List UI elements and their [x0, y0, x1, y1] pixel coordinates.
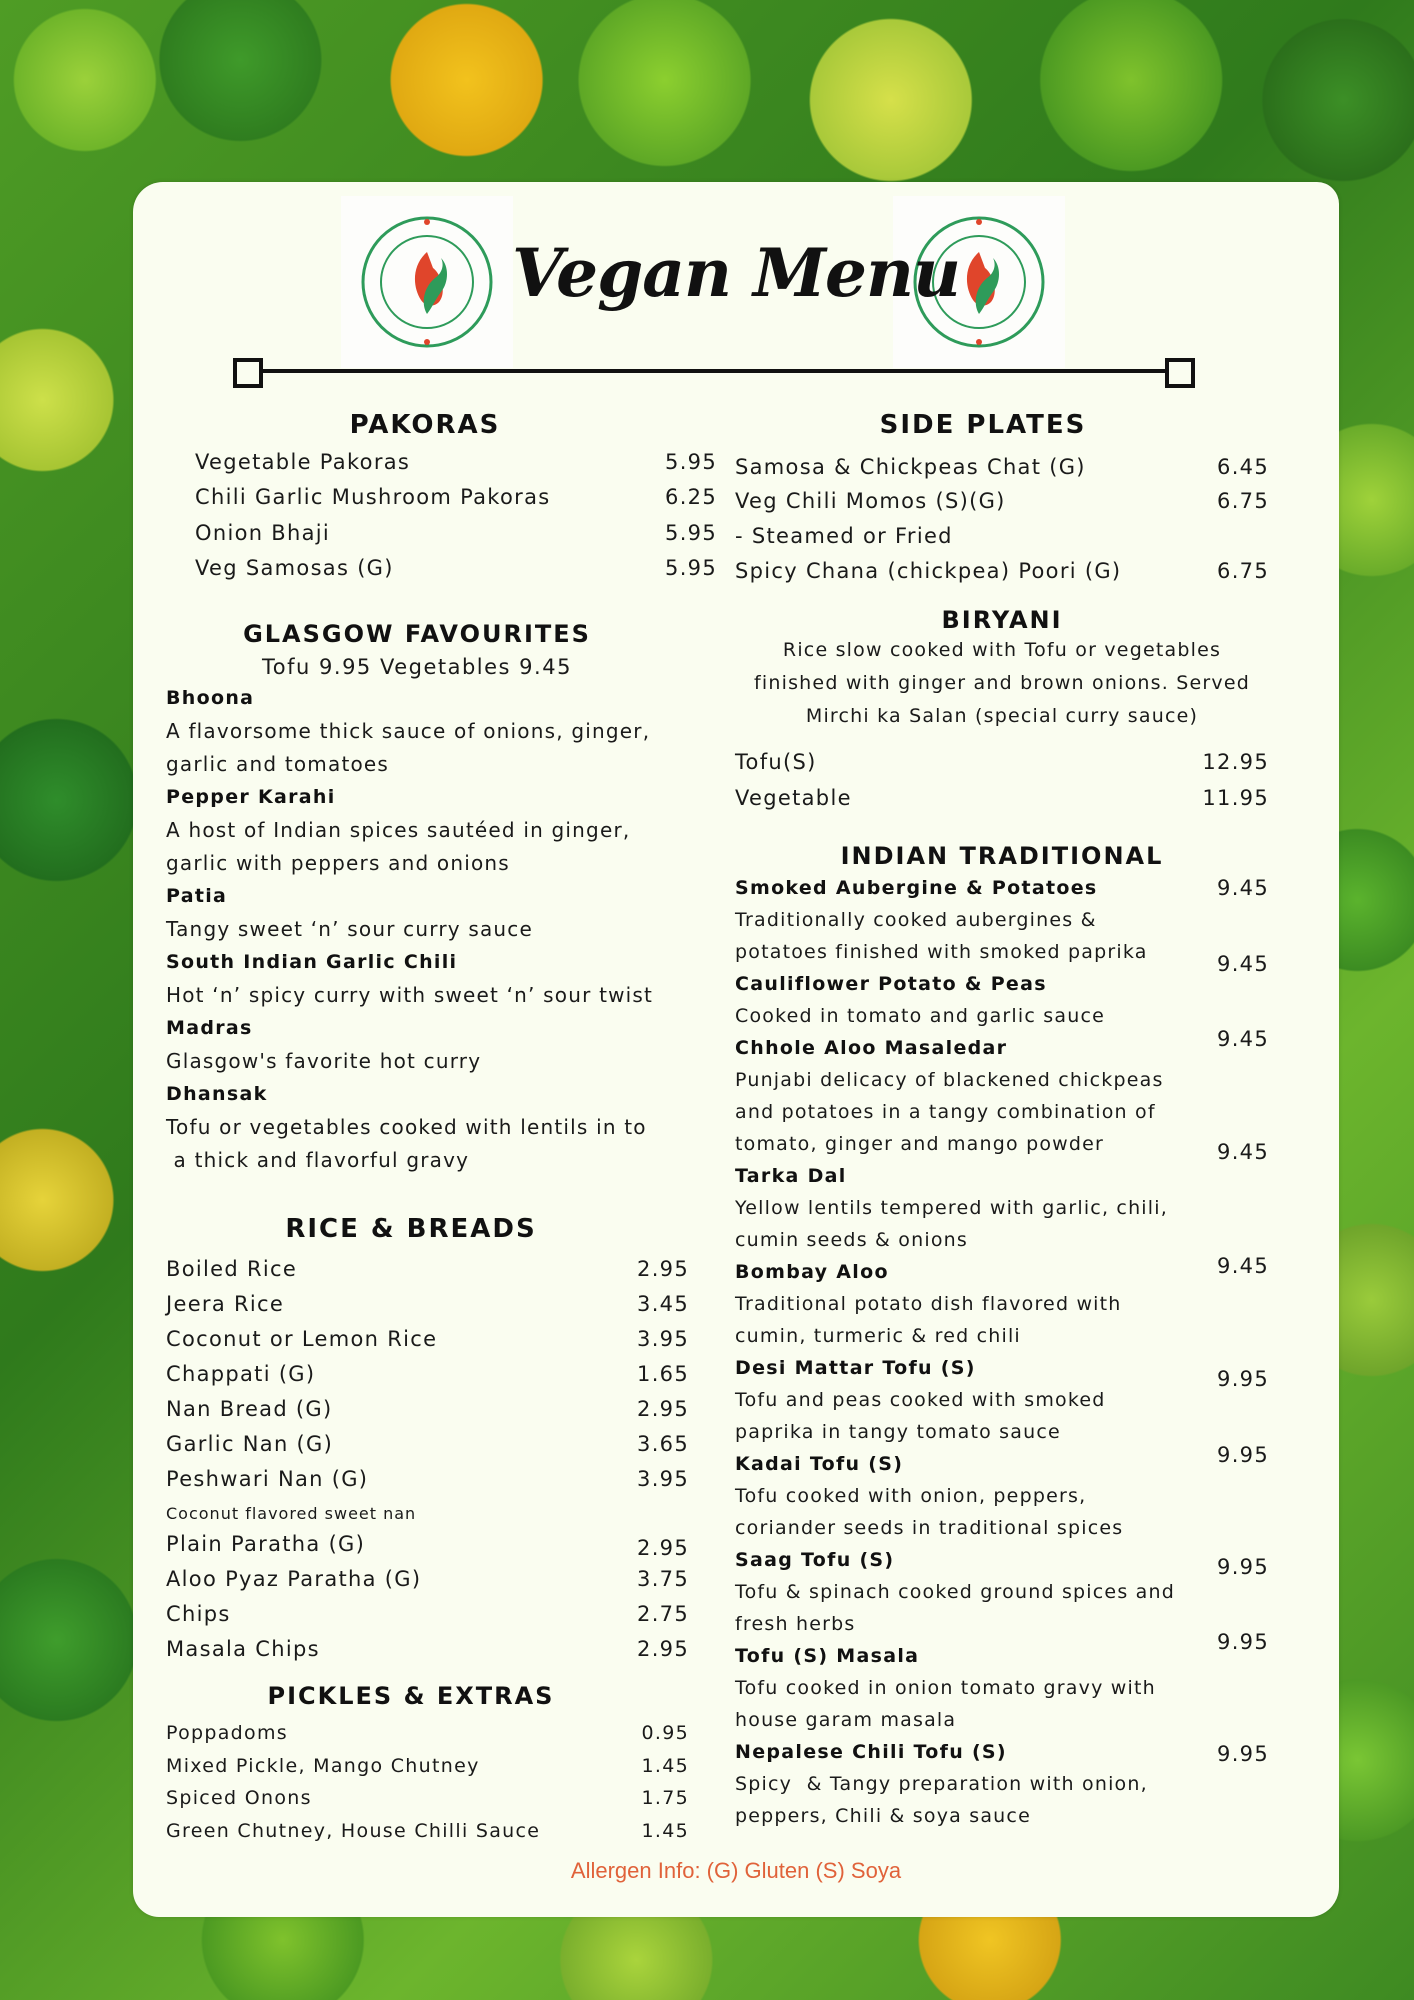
- glasgow-items: Bhoona A flavorsome thick sauce of onions, ginger, garlic and tomatoes Pepper Karahi A host of Indian spices sautéed in ginger, garlic with peppers and onions Patia Tangy sweet ‘n’ sour curry sauce South Indian Garlic Chili Hot ‘n’ spicy curry with sweet ‘n’ sour twist Madras Glasgow's favorite hot curry Dhansak Tofu or vegetables cooked with lentils in to a thick and flavorful gravy: [166, 687, 654, 1172]
- menu-item: Samosa & Chickpeas Chat (G) 6.45: [735, 455, 1269, 479]
- menu-item: Spicy Chana (chickpea) Poori (G) 6.75: [735, 559, 1269, 583]
- menu-item: Mixed Pickle, Mango Chutney 1.45: [166, 1755, 689, 1777]
- item-price: 9.45: [1217, 1254, 1269, 1278]
- rice-heading: RICE & BREADS: [285, 1214, 537, 1244]
- traditional-items: Smoked Aubergine & Potatoes Traditionally cooked aubergines & potatoes finished with smoked paprika Cauliflower Potato & Peas Cooked in tomato and garlic sauce Chhole Aloo Masaledar Punjabi delicacy of blackened chickpeas and potatoes in a tangy combination of tomato, ginger and mango powder Tarka Dal Yellow lentils tempered with garlic, chili, cumin seeds & onions Bombay Aloo Traditional potato dish flavored with cumin, turmeric & red chili Desi Mattar Tofu (S) Tofu and peas cooked with smoked paprika in tangy tomato sauce Kadai Tofu (S) Tofu cooked with onion, peppers, coriander seeds in traditional spices Saag Tofu (S) Tofu & spinach cooked ground spices and fresh herbs Tofu (S) Masala Tofu cooked in onion tomato gravy with house garam masala Nepalese Chili Tofu (S) Spicy & Tangy preparation with onion, peppers, Chili & soya sauce: [735, 877, 1176, 1827]
- glasgow-subheading: Tofu 9.95 Vegetables 9.45: [262, 655, 572, 679]
- menu-title: Vegan Menu: [511, 234, 961, 312]
- menu-card: [133, 182, 1339, 1917]
- item-price: 9.95: [1217, 1630, 1269, 1654]
- item-price: 9.45: [1217, 1027, 1269, 1051]
- item-price: 9.95: [1217, 1742, 1269, 1766]
- item-price: 9.95: [1217, 1367, 1269, 1391]
- biryani-description: Rice slow cooked with Tofu or vegetables finished with ginger and brown onions. Served Mirchi ka Salan (special curry sauce): [754, 639, 1250, 727]
- menu-item: Aloo Pyaz Paratha (G) 3.75: [166, 1567, 689, 1591]
- item-price: 9.45: [1217, 876, 1269, 900]
- menu-item: Garlic Nan (G) 3.65: [166, 1432, 689, 1456]
- menu-item: Chappati (G) 1.65: [166, 1362, 689, 1386]
- item-price: 9.45: [1217, 1140, 1269, 1164]
- title-divider: [233, 357, 1195, 387]
- menu-item: Chili Garlic Mushroom Pakoras 6.25: [195, 485, 717, 509]
- glasgow-heading: GLASGOW FAVOURITES: [243, 620, 591, 648]
- menu-item: Onion Bhaji 5.95: [195, 521, 717, 545]
- menu-item: Vegetable 11.95: [735, 786, 1269, 810]
- item-price: 9.45: [1217, 952, 1269, 976]
- menu-item: Coconut or Lemon Rice 3.95: [166, 1327, 689, 1351]
- menu-item: Masala Chips 2.95: [166, 1637, 689, 1661]
- item-note: Coconut flavored sweet nan: [166, 1504, 417, 1523]
- menu-item: Poppadoms 0.95: [166, 1722, 689, 1744]
- menu-item: Spiced Onons 1.75: [166, 1787, 689, 1809]
- menu-item: Plain Paratha (G) 2.95: [166, 1532, 689, 1560]
- menu-item: Green Chutney, House Chilli Sauce 1.45: [166, 1820, 689, 1842]
- menu-item: Nan Bread (G) 2.95: [166, 1397, 689, 1421]
- menu-item: Vegetable Pakoras 5.95: [195, 450, 717, 474]
- menu-item: Veg Samosas (G) 5.95: [195, 556, 717, 580]
- indian-traditional-heading: INDIAN TRADITIONAL: [840, 842, 1164, 870]
- pakoras-heading: PAKORAS: [349, 410, 501, 440]
- pickles-heading: PICKLES & EXTRAS: [267, 1682, 555, 1710]
- menu-item: Tofu(S) 12.95: [735, 750, 1269, 774]
- menu-item: Veg Chili Momos (S)(G) 6.75: [735, 489, 1269, 513]
- menu-item: Chips 2.75: [166, 1602, 689, 1626]
- item-price: 9.95: [1217, 1555, 1269, 1579]
- menu-item: - Steamed or Fried: [735, 524, 953, 548]
- menu-item: Jeera Rice 3.45: [166, 1292, 689, 1316]
- biryani-heading: BIRYANI: [941, 606, 1063, 634]
- side-plates-heading: SIDE PLATES: [879, 410, 1087, 440]
- allergen-info: Allergen Info: (G) Gluten (S) Soya: [570, 1858, 902, 1883]
- menu-item: Boiled Rice 2.95: [166, 1257, 689, 1281]
- menu-item: Peshwari Nan (G) 3.95: [166, 1467, 689, 1491]
- item-price: 9.95: [1217, 1443, 1269, 1467]
